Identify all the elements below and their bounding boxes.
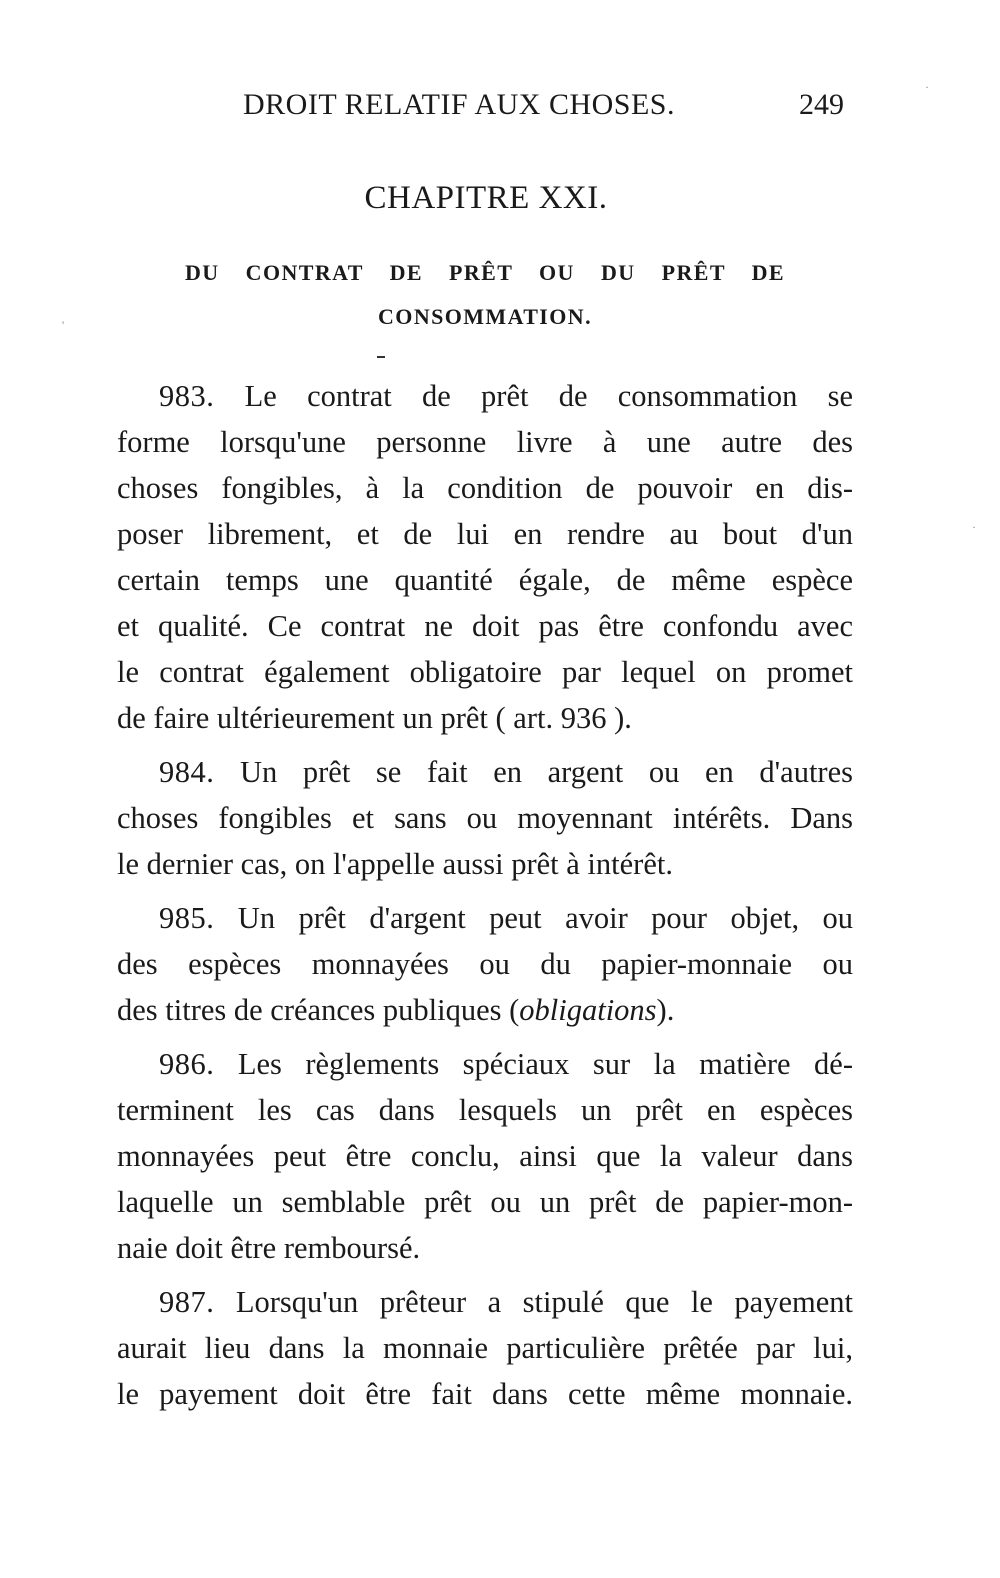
text-line: de faire ultérieurement un prêt ( art. 936 ). (117, 701, 632, 735)
article-number: 985. (159, 901, 215, 935)
chapter-title-line-1: DU CONTRAT DE PRÊT OU DU PRÊT DE (185, 260, 785, 285)
article-985 (117, 895, 853, 1033)
text-line: le contrat également obligatoire par lequel on promet (117, 655, 853, 689)
text-line: certain temps une quantité égale, de même espèce (117, 563, 853, 597)
text-line: terminent les cas dans lesquels un prêt en espèces (117, 1093, 853, 1127)
text-line: laquelle un semblable prêt ou un prêt de papier-mon- (117, 1185, 853, 1219)
text-line: naie doit être remboursé. (117, 1231, 421, 1265)
body-text (117, 373, 853, 1417)
chapter-heading: CHAPITRE XXI. (364, 180, 608, 216)
chapter-title-line-2: CONSOMMATION. (378, 304, 592, 329)
text-line: et qualité. Ce contrat ne doit pas être confondu avec (117, 609, 853, 643)
text-line: des espèces monnayées ou du papier-monnaie ou (117, 947, 853, 981)
article-986 (117, 1041, 853, 1271)
article-number: 983. (159, 379, 215, 413)
ornament-dash (377, 356, 385, 358)
text-line: le dernier cas, on l'appelle aussi prêt à intérêt. (117, 847, 673, 881)
article-number: 987. (159, 1285, 215, 1319)
text-line: poser librement, et de lui en rendre au bout d'un (117, 517, 853, 551)
text-line: monnayées peut être conclu, ainsi que la valeur dans (117, 1139, 853, 1173)
article-987 (117, 1279, 853, 1417)
paper-speck: · (925, 80, 929, 94)
article-983 (117, 373, 853, 741)
text-line: Lorsqu'un prêteur a stipulé que le payement (235, 1285, 853, 1319)
text-line-end: ). (656, 993, 675, 1027)
running-title: DROIT RELATIF AUX CHOSES. (243, 88, 675, 121)
text-line: le payement doit être fait dans cette même monnaie. (117, 1377, 853, 1411)
paper-speck: · (972, 520, 976, 534)
text-line: Le contrat de prêt de consommation se (244, 379, 854, 413)
text-line: Un prêt d'argent peut avoir pour objet, ou (237, 901, 853, 935)
text-line: des titres de créances publiques ( (117, 993, 520, 1027)
article-984 (117, 749, 853, 887)
text-line: Un prêt se fait en argent ou en d'autres (240, 755, 854, 789)
italic-term: obligations (519, 993, 657, 1027)
text-line: choses fongibles, à la condition de pouvoir en dis- (117, 471, 853, 505)
text-line: Les règlements spéciaux sur la matière dé- (237, 1047, 853, 1081)
paper-speck: ' (62, 318, 65, 332)
article-number: 984. (159, 755, 215, 789)
text-line: aurait lieu dans la monnaie particulière prêtée par lui, (117, 1331, 853, 1365)
text-line: choses fongibles et sans ou moyennant intérêts. Dans (117, 801, 853, 835)
page-number: 249 (799, 88, 844, 121)
article-number: 986. (159, 1047, 215, 1081)
text-line: forme lorsqu'une personne livre à une autre des (117, 425, 853, 459)
